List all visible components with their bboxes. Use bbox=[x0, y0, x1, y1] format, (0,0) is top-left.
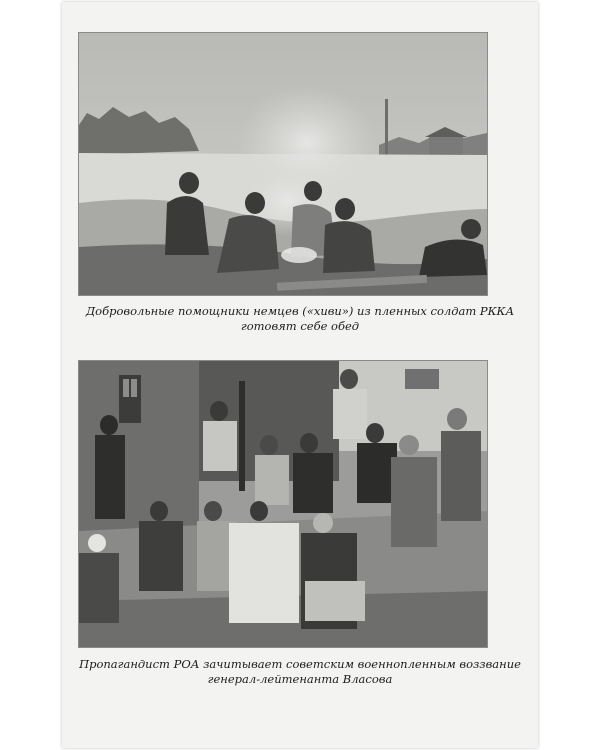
caption-photo-1-line-1: Добровольные помощники немцев («хиви») из пленных солдат РККА bbox=[85, 304, 515, 318]
caption-photo-2 bbox=[62, 657, 538, 687]
caption-photo-1 bbox=[62, 304, 538, 334]
photo-soldiers-cooking bbox=[78, 32, 488, 296]
caption-photo-2-line-1: Пропагандист РОА зачитывает советским военнопленным воззвание bbox=[79, 657, 521, 671]
photo-pow-group bbox=[78, 360, 488, 648]
caption-photo-2-line-2: генерал-лейтенанта Власова bbox=[207, 672, 393, 686]
book-page bbox=[62, 2, 538, 748]
caption-photo-1-line-2: готовят себе обед bbox=[240, 319, 360, 333]
